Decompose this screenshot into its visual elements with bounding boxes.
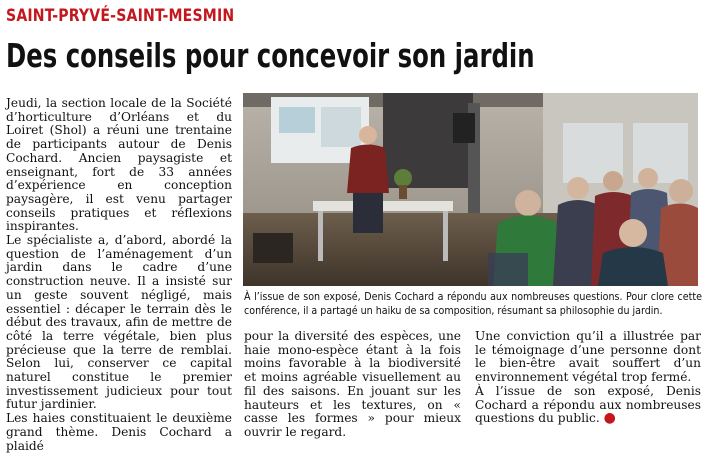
paragraph-text: À l’issue de son exposé, Denis Cochard a répondu aux nombreuses questions du public. xyxy=(475,383,701,426)
article-headline: Des conseils pour concevoir son jardin xyxy=(6,36,535,75)
conference-photo-illustration xyxy=(243,93,698,286)
article-photo xyxy=(243,93,698,286)
paragraph: Les haies constituaient le deuxième grand thème. Denis Cochard a plaidé xyxy=(6,411,232,453)
article-column-2 xyxy=(244,330,461,440)
end-mark-icon: ● xyxy=(603,410,616,427)
paragraph: pour la diversité des espèces, une haie mono-espèce étant à la fois moins favorable à la biodiversité et moins agréable visuellement au fil des saisons. En jouant sur les hauteurs et les textures, on « casse les formes » pour mieux ouvrir le regard. xyxy=(244,329,461,439)
section-kicker: SAINT-PRYVÉ-SAINT-MESMIN xyxy=(6,6,235,26)
article-column-1 xyxy=(6,97,232,453)
paragraph: Jeudi, la section locale de la Société d’horticulture d’Orléans et du Loiret (Shol) a réuni une trentaine de participants autour de Denis Cochard. Ancien paysagiste et enseignant, fort de 33 années d’expérience en conception paysagère, il est venu partager conseils pratiques et réflexions inspirantes. xyxy=(6,96,232,234)
paragraph: Le spécialiste a, d’abord, abordé la question de l’aménagement d’un jardin dans le cadre d’une construction neuve. Il a insisté sur un geste souvent négligé, mais essentiel : décaper le terrain dès le début des travaux, afin de mettre de côté la terre végétale, bien plus précieuse que la terre de remblai. Selon lui, conserver ce capital naturel constitue le premier investissement judicieux pour tout futur jardinier. xyxy=(6,233,232,412)
paragraph xyxy=(475,385,701,426)
article-column-3 xyxy=(475,330,701,426)
photo-caption: À l’issue de son exposé, Denis Cochard a répondu aux nombreuses questions. Pour clore cette conférence, il a partagé un haiku de sa composition, résumant sa philosophie du jardin. xyxy=(244,291,702,317)
paragraph: Une conviction qu’il a illustrée par le témoignage d’une personne dont le bien-être avait souffert d’un environnement végétal trop fermé. xyxy=(475,329,701,385)
